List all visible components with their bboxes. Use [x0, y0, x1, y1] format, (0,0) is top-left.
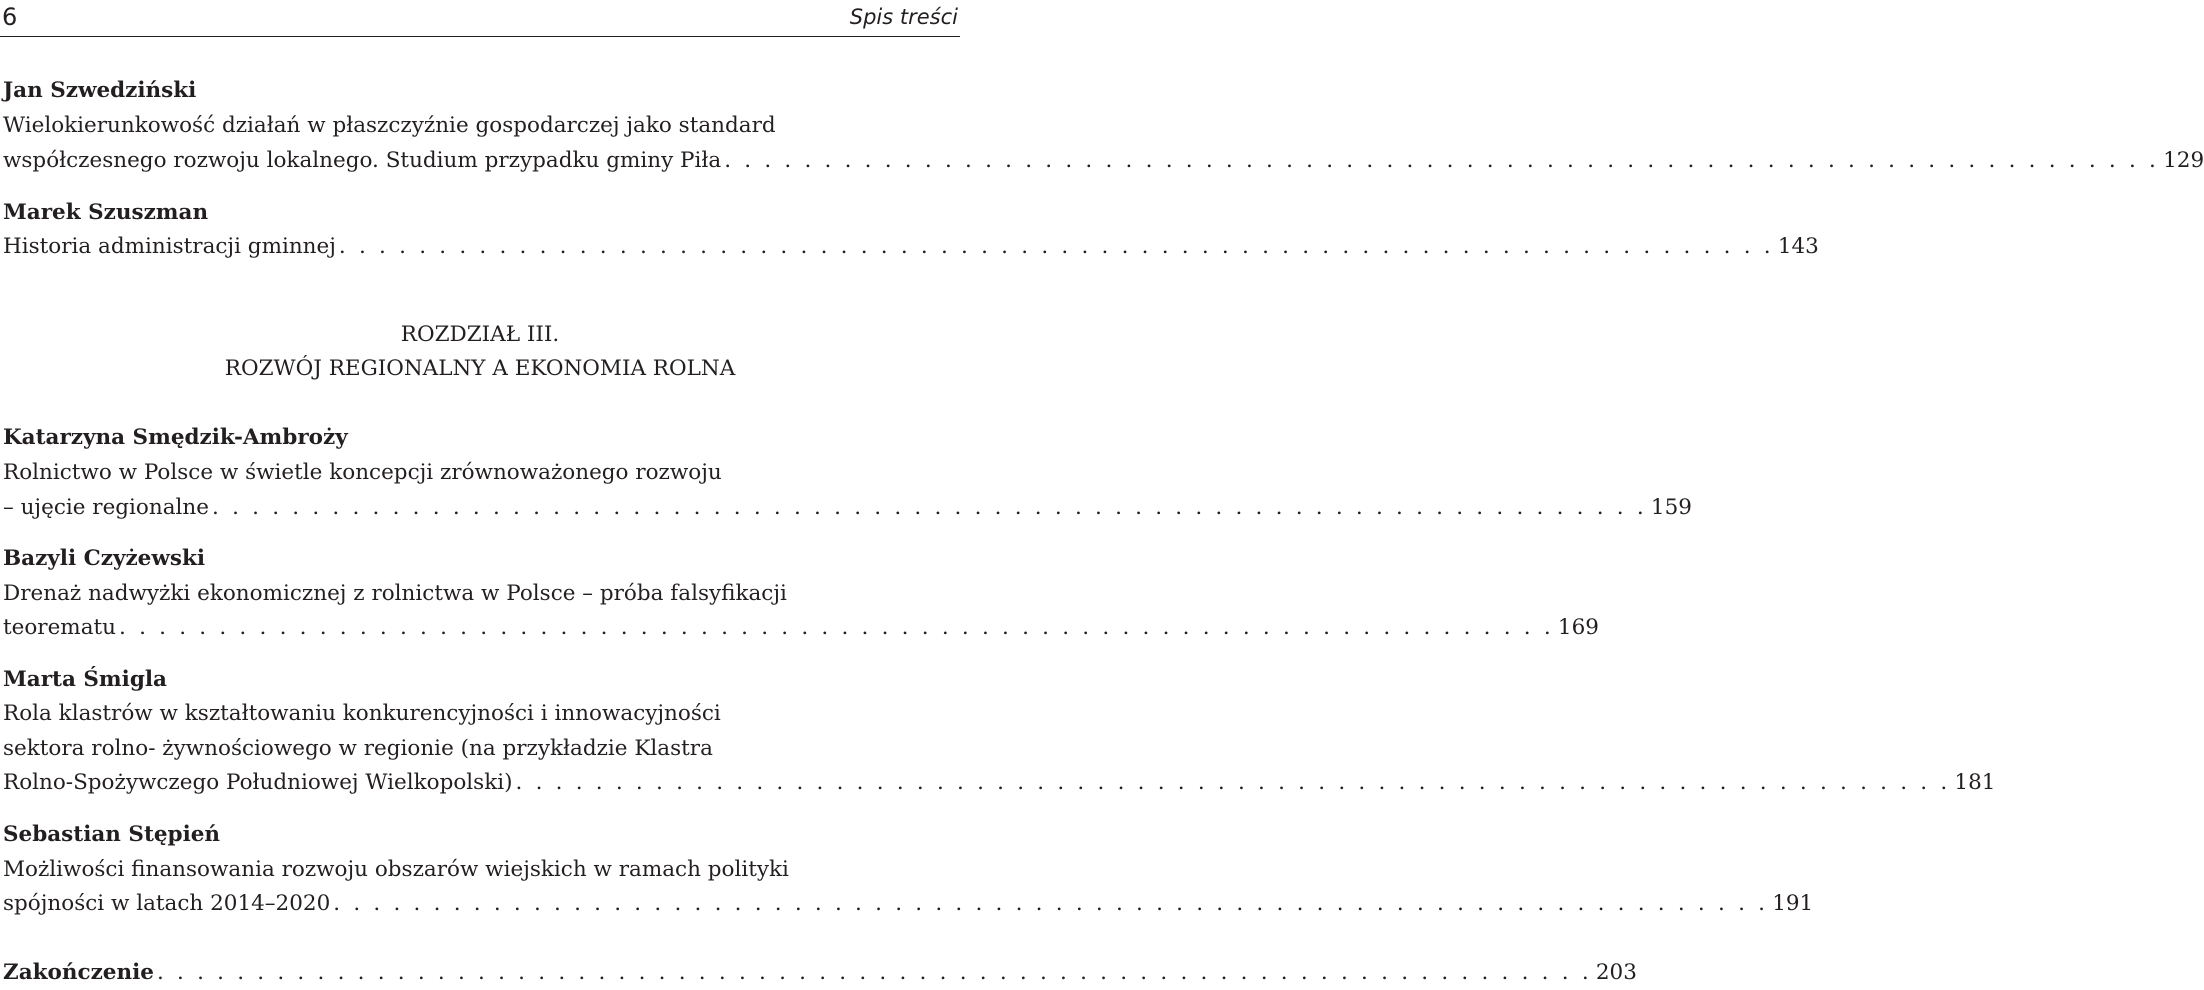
page-number: 6: [2, 3, 18, 31]
toc-title-line: Historia administracji gminnej: [3, 234, 336, 259]
toc-title-line: Rola klastrów w kształtowaniu konkurencyjności i innowacyjności: [3, 701, 721, 726]
toc-author: Katarzyna Smędzik-Ambroży: [3, 425, 348, 450]
dot-leader: . . . . . . . . . . . . . . . . . . . . . . . . . . . . . . . . . . . . . . . . . . . . . . . . . . . . . . . . . . . . . . . . . . . . . . . .: [515, 770, 1951, 795]
chapter-title: ROZWÓJ REGIONALNY A EKONOMIA ROLNA: [224, 356, 736, 381]
chapter-label: ROZDZIAŁ III.: [400, 322, 560, 347]
dot-leader: . . . . . . . . . . . . . . . . . . . . . . . . . . . . . . . . . . . . . . . . . . . . . . . . . . . . . . . . . . . . . . . . . . . . . . . .: [338, 234, 1774, 259]
toc-title-line: Rolno-Spożywczego Południowej Wielkopolski): [3, 770, 513, 795]
toc-page-number: 129: [2163, 148, 2204, 173]
toc-title-line: Rolnictwo w Polsce w świetle koncepcji zrównoważonego rozwoju: [3, 460, 722, 485]
toc-title-line: Możliwości finansowania rozwoju obszarów wiejskich w ramach polityki: [3, 857, 789, 882]
toc-title-line: współczesnego rozwoju lokalnego. Studium przypadku gminy Piła: [3, 148, 722, 173]
running-header: [0, 0, 960, 37]
toc-entry-last-line[interactable]: [3, 611, 1599, 645]
dot-leader: . . . . . . . . . . . . . . . . . . . . . . . . . . . . . . . . . . . . . . . . . . . . . . . . . . . . . . . . . . . . . . . . . . . . . . . .: [333, 891, 1769, 916]
dot-leader: . . . . . . . . . . . . . . . . . . . . . . . . . . . . . . . . . . . . . . . . . . . . . . . . . . . . . . . . . . . . . . . . . . . . . . . .: [119, 615, 1554, 640]
toc-page-number: 143: [1777, 234, 1819, 259]
toc-entry-closing[interactable]: [3, 956, 1637, 990]
toc-author: Sebastian Stępień: [3, 822, 221, 847]
toc-title-line: – ujęcie regionalne: [3, 495, 209, 520]
dot-leader: . . . . . . . . . . . . . . . . . . . . . . . . . . . . . . . . . . . . . . . . . . . . . . . . . . . . . . . . . . . . . . . . . . . . . . . .: [156, 960, 1592, 985]
dot-leader: . . . . . . . . . . . . . . . . . . . . . . . . . . . . . . . . . . . . . . . . . . . . . . . . . . . . . . . . . . . . . . . . . . . . . . . .: [724, 148, 2160, 173]
toc-entry-last-line[interactable]: [3, 144, 2204, 178]
toc-page-number: 181: [1954, 770, 1996, 795]
toc-entry-last-line[interactable]: [3, 230, 1819, 264]
toc-title-line: spójności w latach 2014–2020: [3, 891, 331, 916]
toc-page-number: 159: [1650, 495, 1692, 520]
toc-page-number: 191: [1772, 891, 1814, 916]
toc-author: Marek Szuszman: [3, 200, 209, 225]
toc-entry-last-line[interactable]: [3, 887, 1814, 921]
dot-leader: . . . . . . . . . . . . . . . . . . . . . . . . . . . . . . . . . . . . . . . . . . . . . . . . . . . . . . . . . . . . . . . . . . . . . . . .: [212, 495, 1647, 520]
toc-author: Jan Szwedziński: [3, 78, 197, 103]
toc-page-number: 169: [1557, 615, 1599, 640]
toc-title-line: teorematu: [3, 615, 117, 640]
toc-title-line: Wielokierunkowość działań w płaszczyźnie gospodarczej jako standard: [3, 113, 776, 138]
toc-author: Bazyli Czyżewski: [3, 546, 206, 571]
toc-entry-last-line[interactable]: [3, 766, 1996, 800]
running-title: Spis treści: [849, 5, 958, 29]
toc-closing-label: Zakończenie: [3, 960, 154, 985]
toc-title-line: sektora rolno- żywnościowego w regionie (na przykładzie Klastra: [3, 736, 713, 761]
toc-page-number: 203: [1595, 960, 1637, 985]
toc-title-line: Drenaż nadwyżki ekonomicznej z rolnictwa w Polsce – próba falsyfikacji: [3, 581, 787, 606]
toc-author: Marta Śmigla: [3, 667, 167, 692]
toc-entry-last-line[interactable]: [3, 491, 1692, 525]
